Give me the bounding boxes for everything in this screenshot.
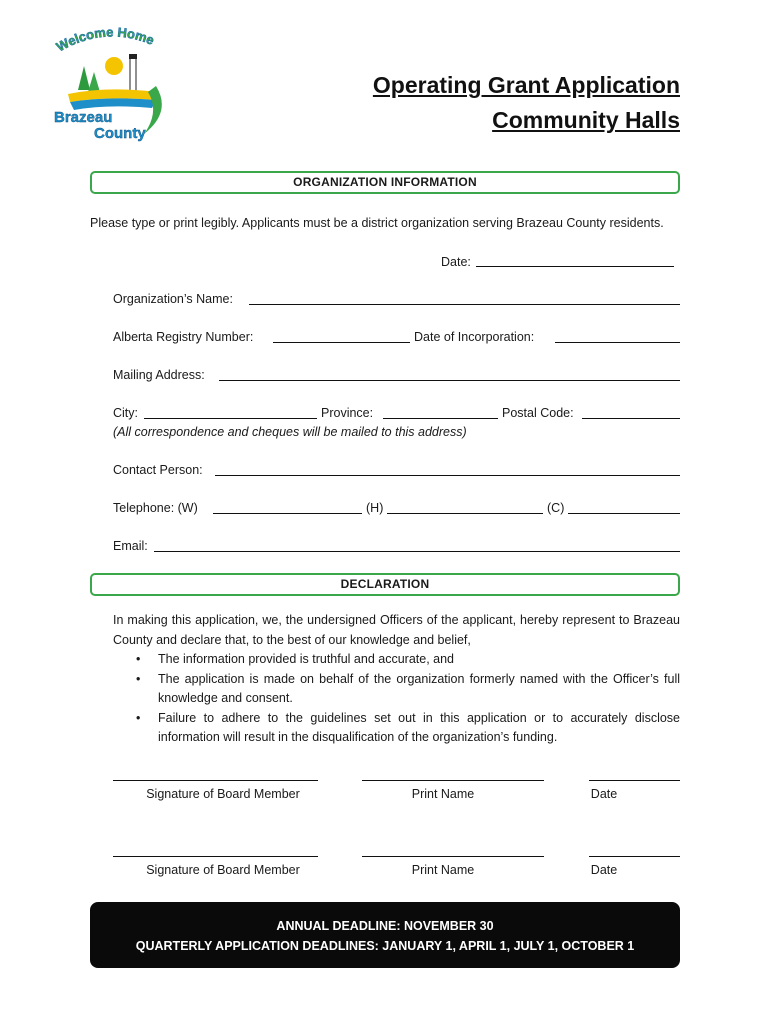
logo-name-line1: Brazeau xyxy=(54,109,113,126)
title-line-2: Community Halls xyxy=(492,107,680,133)
date-label-2: Date xyxy=(590,863,618,877)
postal-code-field[interactable] xyxy=(582,418,680,419)
section-header-organization-information: ORGANIZATION INFORMATION xyxy=(90,171,680,194)
province-field[interactable] xyxy=(383,418,498,419)
signature-line-board-member-2[interactable] xyxy=(113,856,318,857)
telephone-cell-label: (C) xyxy=(547,501,565,515)
mailing-address-field[interactable] xyxy=(219,380,680,381)
logo-name-line2: County xyxy=(94,125,146,142)
date-line-2[interactable] xyxy=(589,856,680,857)
date-label: Date: xyxy=(441,255,471,269)
city-label: City: xyxy=(113,406,138,420)
telephone-home-field[interactable] xyxy=(387,513,543,514)
declaration-bullet: • The application is made on behalf of the organization formerly named with the Officer’s full knowledge and consent. xyxy=(158,670,680,709)
date-line-1[interactable] xyxy=(589,780,680,781)
registry-label: Alberta Registry Number: xyxy=(113,330,254,344)
telephone-work-label: Telephone: (W) xyxy=(113,501,198,515)
annual-deadline: ANNUAL DEADLINE: NOVEMBER 30 xyxy=(276,919,494,933)
svg-text:Welcome Home xyxy=(54,26,157,54)
deadline-banner xyxy=(90,902,680,968)
print-name-line-2[interactable] xyxy=(362,856,544,857)
mail-note: (All correspondence and cheques will be mailed to this address) xyxy=(113,425,467,439)
title-line-1: Operating Grant Application xyxy=(372,72,680,98)
contact-person-label: Contact Person: xyxy=(113,463,203,477)
incorporation-label: Date of Incorporation: xyxy=(414,330,535,344)
org-name-field[interactable] xyxy=(249,304,680,305)
telephone-home-label: (H) xyxy=(366,501,384,515)
signature-line-board-member-1[interactable] xyxy=(113,780,318,781)
city-field[interactable] xyxy=(144,418,317,419)
date-field[interactable] xyxy=(476,266,674,267)
intro-text: Please type or print legibly. Applicants must be a district organization serving Brazeau County residents. xyxy=(90,216,664,230)
logo-arc-text: Welcome Home xyxy=(53,26,157,55)
telephone-work-field[interactable] xyxy=(213,513,362,514)
print-name-label-1: Print Name xyxy=(411,787,475,801)
province-label: Province: xyxy=(321,406,374,420)
declaration-bullet: • Failure to adhere to the guidelines set out in this application or to accurately disclose information will result in the disqualification of the organization’s funding. xyxy=(158,709,680,748)
telephone-cell-field[interactable] xyxy=(568,513,680,514)
email-label: Email: xyxy=(113,539,148,553)
quarterly-deadlines: QUARTERLY APPLICATION DEADLINES: JANUARY 1, APRIL 1, JULY 1, OCTOBER 1 xyxy=(135,939,635,953)
document-title xyxy=(373,68,680,138)
postal-code-label: Postal Code: xyxy=(502,406,574,420)
email-field[interactable] xyxy=(154,551,680,552)
registry-field[interactable] xyxy=(273,342,410,343)
contact-person-field[interactable] xyxy=(215,475,680,476)
declaration-list xyxy=(113,650,680,748)
signature-label-board-member-2: Signature of Board Member xyxy=(146,863,300,877)
incorporation-field[interactable] xyxy=(555,342,680,343)
signature-label-board-member-1: Signature of Board Member xyxy=(146,787,300,801)
declaration-bullet: • The information provided is truthful and accurate, and xyxy=(158,650,680,670)
mailing-address-label: Mailing Address: xyxy=(113,368,205,382)
brazeau-county-logo xyxy=(48,26,172,142)
section-header-declaration: DECLARATION xyxy=(90,573,680,596)
print-name-line-1[interactable] xyxy=(362,780,544,781)
date-label-1: Date xyxy=(590,787,618,801)
declaration-intro: In making this application, we, the undersigned Officers of the applicant, hereby represent to Brazeau County and declare that, to the best of our knowledge and belief, xyxy=(113,613,680,647)
print-name-label-2: Print Name xyxy=(411,863,475,877)
declaration-body xyxy=(113,611,680,748)
org-name-label: Organization’s Name: xyxy=(113,292,233,306)
